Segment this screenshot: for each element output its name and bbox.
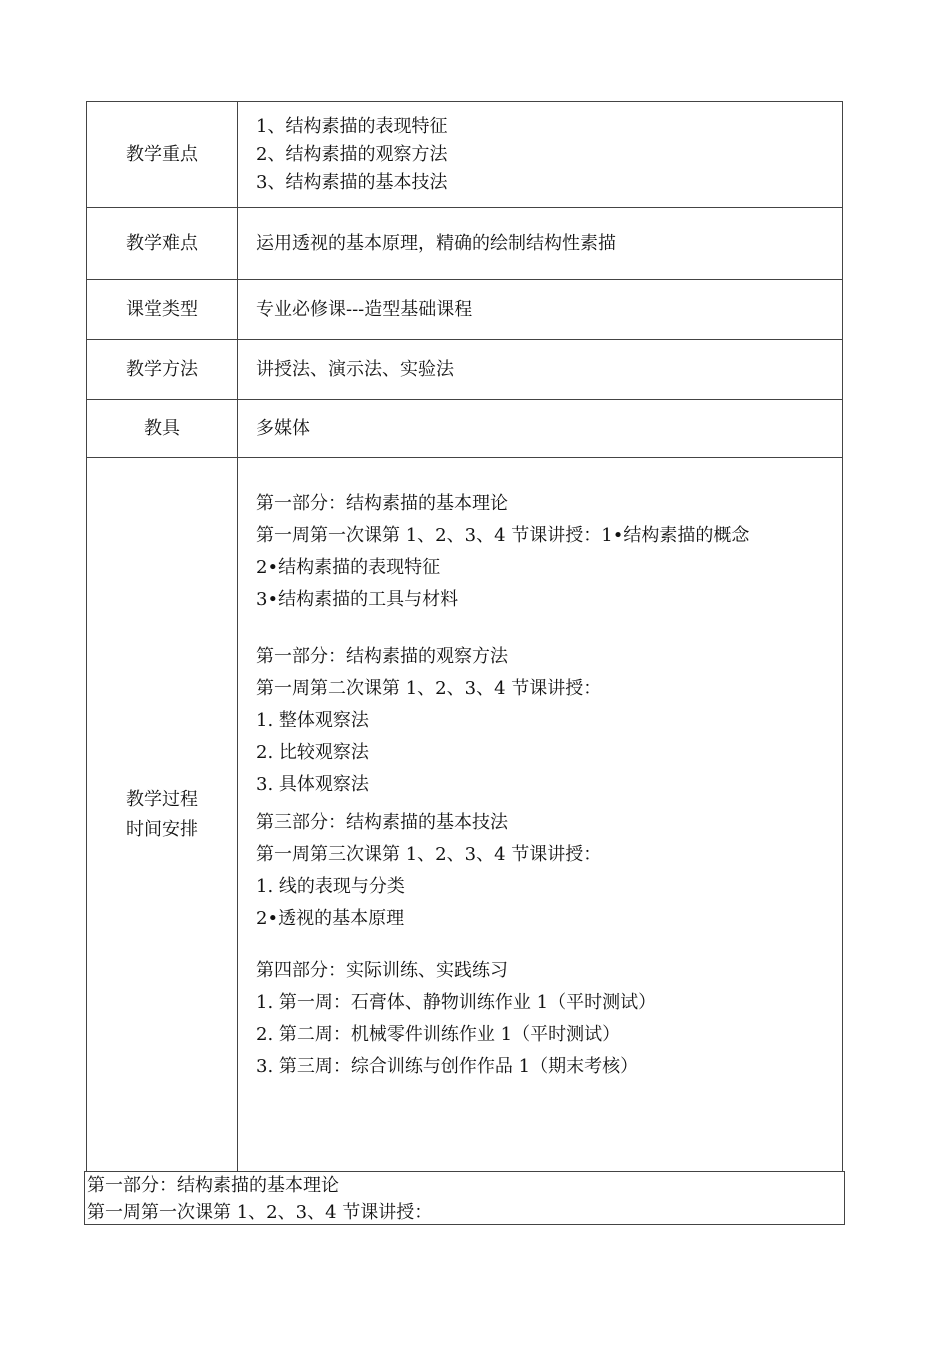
tools-content	[238, 400, 842, 457]
part2-item: 2. 比较观察法	[256, 742, 369, 763]
part2-item: 1. 整体观察法	[256, 710, 369, 731]
class-type-content	[238, 280, 842, 339]
row-difficulties	[87, 207, 842, 279]
difficulties-content	[238, 208, 842, 279]
class-type-label: 课堂类型	[87, 280, 238, 339]
part4-item: 1. 第一周：石膏体、静物训练作业 1（平时测试）	[256, 992, 657, 1013]
part1-week: 第一周第一次课第 1、2、3、4 节课讲授：1•结构素描的概念	[256, 525, 750, 546]
difficulties-label: 教学难点	[87, 208, 238, 279]
part3-item: 2•透视的基本原理	[256, 908, 405, 929]
row-tools	[87, 399, 842, 457]
row-class-type	[87, 279, 842, 339]
part2-week: 第一周第二次课第 1、2、3、4 节课讲授：	[256, 678, 602, 699]
process-content	[238, 458, 842, 1171]
method-text: 讲授法、演示法、实验法	[256, 358, 454, 380]
row-method	[87, 339, 842, 399]
tools-label: 教具	[87, 400, 238, 457]
part2-title: 第一部分：结构素描的观察方法	[256, 646, 508, 667]
part4-title: 第四部分：实际训练、实践练习	[256, 960, 508, 981]
key-point-item: 2、结构素描的观察方法	[256, 143, 448, 165]
method-content	[238, 340, 842, 399]
tools-text: 多媒体	[256, 417, 310, 439]
lesson-plan-table	[86, 101, 843, 1172]
method-label: 教学方法	[87, 340, 238, 399]
part3-week: 第一周第三次课第 1、2、3、4 节课讲授：	[256, 844, 602, 865]
key-points-label: 教学重点	[87, 102, 238, 207]
part1-title: 第一部分：结构素描的基本理论	[256, 493, 508, 514]
part1-item: 3•结构素描的工具与材料	[256, 589, 459, 610]
class-type-text: 专业必修课---造型基础课程	[256, 298, 473, 320]
key-point-item: 1、结构素描的表现特征	[256, 115, 448, 137]
process-label-line: 时间安排	[126, 818, 198, 840]
part3-title: 第三部分：结构素描的基本技法	[256, 812, 508, 833]
part3-item: 1. 线的表现与分类	[256, 876, 405, 897]
key-points-content	[238, 102, 842, 207]
continuation-box	[84, 1171, 845, 1225]
row-process	[87, 457, 842, 1171]
process-label	[87, 458, 238, 1171]
part4-item: 3. 第三周：综合训练与创作作品 1（期末考核）	[256, 1056, 639, 1077]
part4-item: 2. 第二周：机械零件训练作业 1（平时测试）	[256, 1024, 621, 1045]
row-key-points	[87, 102, 842, 207]
part2-item: 3. 具体观察法	[256, 774, 369, 795]
difficulties-text: 运用透视的基本原理，精确的绘制结构性素描	[256, 232, 616, 254]
process-label-line: 教学过程	[126, 788, 198, 810]
part1-item: 2•结构素描的表现特征	[256, 557, 441, 578]
continuation-line: 第一部分：结构素描的基本理论	[87, 1175, 339, 1196]
key-point-item: 3、结构素描的基本技法	[256, 171, 448, 193]
continuation-line: 第一周第一次课第 1、2、3、4 节课讲授：	[87, 1202, 433, 1223]
